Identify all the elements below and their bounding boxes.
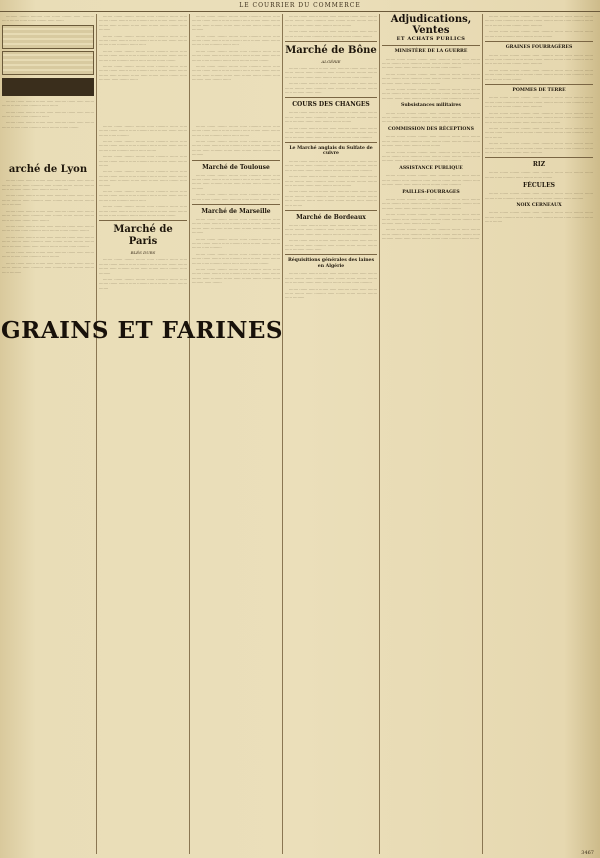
heading-marche-marseille: Marché de Marseille [201, 207, 271, 215]
rule [285, 41, 377, 42]
rule [485, 157, 593, 158]
column-rule [96, 14, 97, 854]
column-rule [189, 14, 190, 854]
banner-grains-farines: GRAINS ET FARINES [0, 317, 284, 344]
heading-commission-receptions: COMMISSION DES RÉCEPTIONS [388, 126, 474, 132]
heading-marche-lyon: arché de Lyon [8, 164, 88, 176]
heading-marche-bordeaux: Marché de Bordeaux [296, 213, 366, 221]
column-rule [482, 14, 483, 854]
heading-subsistances: Subsistances militaires [401, 103, 461, 109]
column-4: ........ ....... ........ ........ ...... .......... ....... ...... ........ ....... ........ ...... .......... ...... ........ ....... ........ ........ ...... .......... ....... ...... ........ ....... ........ ........ ....... ........ ........ ...... .......... ....... ...... ........ ....... ........ ...... .......... ...... ........ ....... ........ ........ Marché de Bône ALGÉRIE ........ ....... ........ ........ ...... .......... ....... ...... ........ ....... ........ ...... .......... ...... ........ ....... ........ ........ ...... .......... ....... ...... ........ ....... ........ ...... .......... ........ ....... ........ ........ ...... .......... ....... ...... ........ ....... ........ ...... .......... ...... ........ ....... ........ ........ ...... .......... ....... ...... COURS DES CHANGES ........ ....... ........ ........ ...... .......... ....... ...... ........ ....... ........ ...... .......... ...... ........ ....... ........ ........ ...... .......... ....... ...... ........ ....... ........ ........ ....... ........ ........ ...... .......... ....... ...... ........ ....... ........ ...... .......... ...... ........ ....... ........ ........ ...... .......... ....... ...... ........ ....... ........ ...... .......... Le Marché anglais du Sulfate de cuivre ........ ....... ........ ........ ...... .......... ....... ...... ........ ....... ........ ...... .......... ...... ........ ....... ........ ........ ...... .......... ....... ...... ........ ....... ........ ...... .......... ........ ....... ........ ........ ...... .......... ....... ...... ........ ....... ........ ...... .......... ...... ........ ....... ........ ........ ...... .......... ....... ...... ........ ....... ........ ........ ....... ........ ........ ...... .......... ....... ...... ........ ....... ........ ...... .......... ...... ........ ....... ........ ........ ...... .......... ....... ...... ........ ....... ........ ...... .......... ...... ........ Marché de Bordeaux ........ ....... ........ ........ ...... .......... ....... ...... ........ ....... ........ ...... .......... ...... ........ ....... ........ ........ ...... .......... ....... ...... ........ ....... ........ ...... .......... ........ ....... ........ ........ ...... .......... ....... ...... ........ ....... ........ ...... .......... ...... ........ ....... ........ ........ ...... .......... ....... ...... Réquisitions générales des laines en Algérie ........ ....... ........ ........ ...... .......... ....... ...... ........ ....... ........ ...... .......... ...... ........ ....... ........ ........ ...... .......... ....... ...... ........ ....... ........ ...... .......... ........ ....... ........ ........ ...... .......... ....... ...... ........ ....... ........ ...... .......... ...... ........ ....... ........ ........ ...... .......... [285, 14, 377, 300]
page-number: 3467 [581, 850, 594, 856]
price-table-1 [2, 25, 94, 49]
rule [382, 45, 480, 46]
heading-riz: RIZ [532, 161, 546, 169]
heading-marche-toulouse: Marché de Toulouse [202, 163, 270, 171]
heading-pailles-fourrages: PAILLES-FOURRAGES [402, 189, 460, 195]
column-2: ........ ....... ........ ........ ...... .......... ....... ...... ........ ....... ........ ...... .......... ...... ........ ....... ........ ........ ...... .......... ....... ...... ........ ....... ........ ...... .......... ........ ....... ........ ........ ...... .......... ....... ...... ........ ....... ........ ...... .......... ...... ........ ....... ........ ........ ...... .......... ....... ...... ........ ....... ........ ........ ...... .......... ....... ...... ........ ....... ........ ...... .......... ...... ........ ....... ........ ........ ...... .......... ....... ...... ........ ....... ........ ........ ....... ........ ........ ...... .......... ....... ...... ........ ....... ........ ...... .......... ...... ........ ....... ........ ........ ...... .......... ....... ...... ........ ....... ........ ...... .......... ...... ........ ....... ........ ....... ........ ........ ...... .......... ....... ...... ........ ....... ........ ...... .......... ...... ........ ....... ........ ........ ...... .......... ........ ....... ........ ........ ...... .......... ....... ...... ........ ....... ........ ...... .......... ...... ........ ....... ........ ........ ...... .......... ....... ...... ........ ........ ....... ........ ........ ...... .......... ....... ...... ........ ....... ........ ...... .......... ...... ........ ....... ........ ........ ........ ....... ........ ........ ...... .......... ....... ...... ........ ....... ........ ...... .......... ...... ........ ....... ........ ........ ...... .......... ....... ...... ........ ....... ........ ...... .......... ........ ....... ........ ........ ...... .......... ....... ...... ........ ....... ........ ...... .......... ...... ........ ....... ........ ........ ...... .......... ....... ...... ........ ....... ........ ........ ...... .......... ....... ...... ........ ....... ........ ...... .......... ...... ........ ....... ........ ........ ...... .......... ....... ...... ........ ....... ........ Marché de Paris BLÉS DURS ........ ....... ........ ........ ...... .......... ....... ...... ........ ....... ........ ...... .......... ...... ........ ....... ........ ........ ...... .......... ....... ...... ........ ....... ........ ...... .......... ........ ....... ........ ........ ...... .......... ....... ...... ........ ....... ........ ...... .......... ...... ........ ....... ........ ........ [99, 14, 187, 290]
rule [285, 97, 377, 98]
heading-marche-anglais: Le Marché anglais du Sulfate de cuivre [289, 145, 373, 157]
subheading-bles-durs: BLÉS DURS [130, 250, 156, 256]
column-6: ........ ....... ........ ........ ...... .......... ....... ...... ........ ....... ........ ...... .......... ...... ........ ....... ........ ........ ...... .......... ....... ...... ........ ....... ........ ...... .......... ........ ....... ........ ........ ...... .......... ....... ...... ........ ....... ........ ...... .......... ...... ........ ....... ........ GRAINES FOURRAGÈRES ........ ....... ........ ........ ...... .......... ....... ...... ........ ....... ........ ...... .......... ...... ........ ....... ........ ........ ...... .......... ....... ...... ........ ....... ........ ...... .......... ........ ....... ........ ........ ...... .......... ....... ...... ........ ....... ........ ...... .......... ...... ........ ....... ........ ........ ...... .......... ....... ...... ........ ....... ........ POMMES DE TERRE ........ ....... ........ ........ ...... .......... ....... ...... ........ ....... ........ ...... .......... ...... ........ ....... ........ ........ ...... .......... ....... ...... ........ ....... ........ ...... .......... ........ ....... ........ ........ ...... .......... ....... ...... ........ ....... ........ ...... .......... ...... ........ ....... ........ ........ ...... .......... ....... ...... ........ ....... ........ ...... .......... ...... ........ ........ ....... ........ ........ ...... .......... ....... ...... ........ ....... ........ ...... .......... ...... ........ ....... ........ ........ ...... .......... ....... ...... ........ ........ ....... ........ ........ ...... .......... ....... ...... ........ ....... ........ ...... .......... ...... ........ ....... ........ ........ ...... .......... ....... ...... ........ ....... ........ ...... .......... RIZ ........ ....... ........ ........ ...... .......... ....... ...... ........ ....... ........ ...... .......... ...... ........ ....... ........ FÉCULES ........ ....... ........ ........ ...... .......... ....... ...... ........ ....... ........ ...... .......... ...... ........ ....... ........ ........ ...... .......... NOIX CERNEAUX ........ ....... ........ ........ ...... .......... ....... ...... ........ ....... ........ ...... .......... ...... ........ ....... ........ ........ ...... .......... ....... ...... ........ [485, 14, 593, 224]
column-rule [282, 14, 283, 854]
price-table-2 [2, 51, 94, 75]
rule [99, 220, 187, 221]
dark-table [2, 78, 94, 96]
heading-pommes-terre: POMMES DE TERRE [512, 87, 566, 93]
heading-marche-bone: Marché de Bône [285, 45, 377, 57]
subheading-algerie: ALGÉRIE [321, 59, 341, 65]
rule [285, 254, 377, 255]
rule [285, 210, 377, 211]
heading-assistance-publique: ASSISTANCE PUBLIQUE [399, 165, 463, 171]
rule [192, 160, 280, 161]
rule [285, 142, 377, 143]
heading-noix-cerneaux: NOIX CERNEAUX [516, 202, 562, 208]
column-3: ........ ....... ........ ........ ...... .......... ....... ...... ........ ....... ........ ...... .......... ...... ........ ....... ........ ........ ...... .......... ....... ...... ........ ....... ........ ...... .......... ........ ....... ........ ........ ...... .......... ....... ...... ........ ....... ........ ...... .......... ...... ........ ....... ........ ........ ...... .......... ....... ...... ........ ....... ........ ........ ...... .......... ....... ...... ........ ....... ........ ...... .......... ...... ........ ....... ........ ........ ...... .......... ....... ...... ........ ....... ........ ........ ....... ........ ........ ...... .......... ....... ...... ........ ....... ........ ...... .......... ...... ........ ....... ........ ........ ...... .......... ....... ...... ........ ....... ........ ...... .......... ...... ........ ....... ........ ....... ........ ........ ...... .......... ....... ...... ........ ....... ........ ...... .......... ...... ........ ....... ........ ........ ...... .......... ....... ...... ........ ........ ....... ........ ........ ...... .......... ....... ...... ........ ....... ........ ...... .......... ...... ........ ....... ........ ........ ...... .......... ....... ...... ........ ....... ........ ...... .......... Marché de Toulouse ........ ....... ........ ........ ...... .......... ....... ...... ........ ....... ........ ...... .......... ...... ........ ....... ........ ........ ...... .......... ....... ...... ........ ....... ........ ...... .......... ........ ....... ........ ........ ...... .......... ....... ...... ........ ....... ........ ...... .......... ...... ........ ....... ........ Marché de Marseille ........ ....... ........ ........ ...... .......... ....... ...... ........ ....... ........ ...... .......... ...... ........ ....... ........ ........ ...... .......... ....... ...... ........ ....... ........ ...... .......... ........ ....... ........ ........ ...... .......... ....... ...... ........ ....... ........ ...... .......... ...... ........ ....... ........ ........ ...... .......... ........ ....... ........ ........ ...... .......... ....... ...... ........ ....... ........ ...... .......... ...... ........ ....... ........ ........ ...... .......... ....... ...... ........ ....... ........ ........ ....... ........ ........ ...... .......... ....... ...... ........ ....... ........ ...... .......... ...... ........ ....... ........ ........ ...... .......... ....... ...... ........ ....... ........ ...... .......... ...... ........ [192, 14, 280, 285]
column-1: .......... ........ .......... ..... ....... ........ ...... .......... ...... ........ ...... ....... ........ ...... ....... ........ ....... ........ ........ ...... .......... ....... ...... ........ ....... ........ ...... .......... ...... ....... ........ ....... ........ ........ ...... .......... ....... ...... ........ ....... ........ ...... .......... ...... ........ ....... ........ ........ ...... .......... ....... ...... ........ ....... ........ ...... .......... ...... ........ ....... ........ arché de Lyon ........ ....... ........ ........ ...... .......... ....... ...... ........ ....... ........ ...... .......... ...... ........ ....... ........ ........ ...... .......... ....... ...... ........ ....... ........ ........ ....... ........ ........ ...... .......... ....... ...... ........ ....... ........ ...... .......... ...... ........ ....... ........ ........ ...... .......... ........ ....... ........ ........ ...... .......... ....... ...... ........ ....... ........ ...... .......... ...... ........ ....... ........ ........ ...... .......... ....... ...... ........ ........ ....... ........ ........ ...... .......... ....... ...... ........ ....... ........ ...... .......... ...... ........ ....... ........ ........ ........ ....... ........ ........ ...... .......... ....... ...... ........ ....... ........ ...... .......... ...... ........ ....... ........ ........ ...... .......... ....... ...... ........ ....... ........ ...... .......... ........ ....... ........ ........ ...... .......... ....... ...... ........ ....... ........ ...... .......... ...... ........ ........ ....... ........ ........ ...... .......... ....... ...... ........ ....... ........ ...... .......... ...... ........ ....... ........ ........ ...... .......... [2, 14, 94, 274]
rule [192, 204, 280, 205]
heading-ministere-guerre: MINISTÈRE DE LA GUERRE [394, 49, 468, 54]
heading-fecules: FÉCULES [523, 182, 555, 190]
heading-graines-fourrageres: GRAINES FOURRAGÈRES [505, 45, 573, 51]
column-rule [379, 14, 380, 854]
heading-adjudications: Adjudications, Ventes [390, 14, 472, 36]
rule [485, 84, 593, 85]
heading-achats-publics: ET ACHATS PUBLICS [396, 36, 466, 42]
top-rule [0, 11, 600, 12]
heading-marche-paris: Marché de Paris [113, 224, 173, 248]
column-5: Adjudications, Ventes ET ACHATS PUBLICS MINISTÈRE DE LA GUERRE ........ ....... ........ ........ ...... .......... ....... ...... ........ ....... ........ ...... .......... ...... ........ ....... ........ ........ ...... .......... ....... ...... ........ ....... ........ ...... .......... ........ ....... ........ ........ ...... .......... ....... ...... ........ ....... ........ ...... .......... ...... ........ ....... ........ ........ ...... .......... ....... ...... ........ ....... ........ ........ ....... ........ ........ ...... .......... ....... ...... ........ ....... ........ ...... .......... ...... ........ ....... ........ ........ ...... .......... ....... ...... ........ ....... ........ ...... .......... ...... ........ Subsistances militaires ........ ....... ........ ........ ...... .......... ....... ...... ........ ....... ........ ...... .......... ...... ........ ....... ........ ........ ...... .......... ....... ...... ........ ....... ........ ...... .......... COMMISSION DES RÉCEPTIONS ........ ....... ........ ........ ...... .......... ....... ...... ........ ....... ........ ...... .......... ...... ........ ....... ........ ........ ...... .......... ....... ...... ........ ....... ........ ........ ....... ........ ........ ...... .......... ....... ...... ........ ....... ........ ...... .......... ...... ........ ....... ........ ........ ...... .......... ....... ...... ........ ....... ........ ...... .......... ASSISTANCE PUBLIQUE ........ ....... ........ ........ ...... .......... ....... ...... ........ ....... ........ ...... .......... ...... ........ ....... ........ ........ ...... .......... ....... ...... ........ ....... ........ ...... .......... PAILLES-FOURRAGES ........ ....... ........ ........ ...... .......... ....... ...... ........ ....... ........ ...... .......... ...... ........ ....... ........ ........ ...... .......... ....... ...... ........ ....... ........ ...... .......... ........ ....... ........ ........ ...... .......... ....... ...... ........ ....... ........ ...... .......... ...... ........ ....... ........ ........ ...... .......... ....... ...... ........ ....... ........ ........ ....... ........ ........ ...... .......... ....... ...... ........ ....... ........ ...... .......... ...... ........ ....... ........ ........ ...... .......... ....... ...... ........ ....... ........ ...... .......... ...... ........ [382, 14, 480, 241]
rule [485, 41, 593, 42]
running-head: LE COURRIER DU COMMERCE [239, 2, 361, 9]
heading-requisitions: Réquisitions générales des laines en Algérie [287, 258, 375, 269]
heading-cours-changes: COURS DES CHANGES [292, 101, 370, 109]
